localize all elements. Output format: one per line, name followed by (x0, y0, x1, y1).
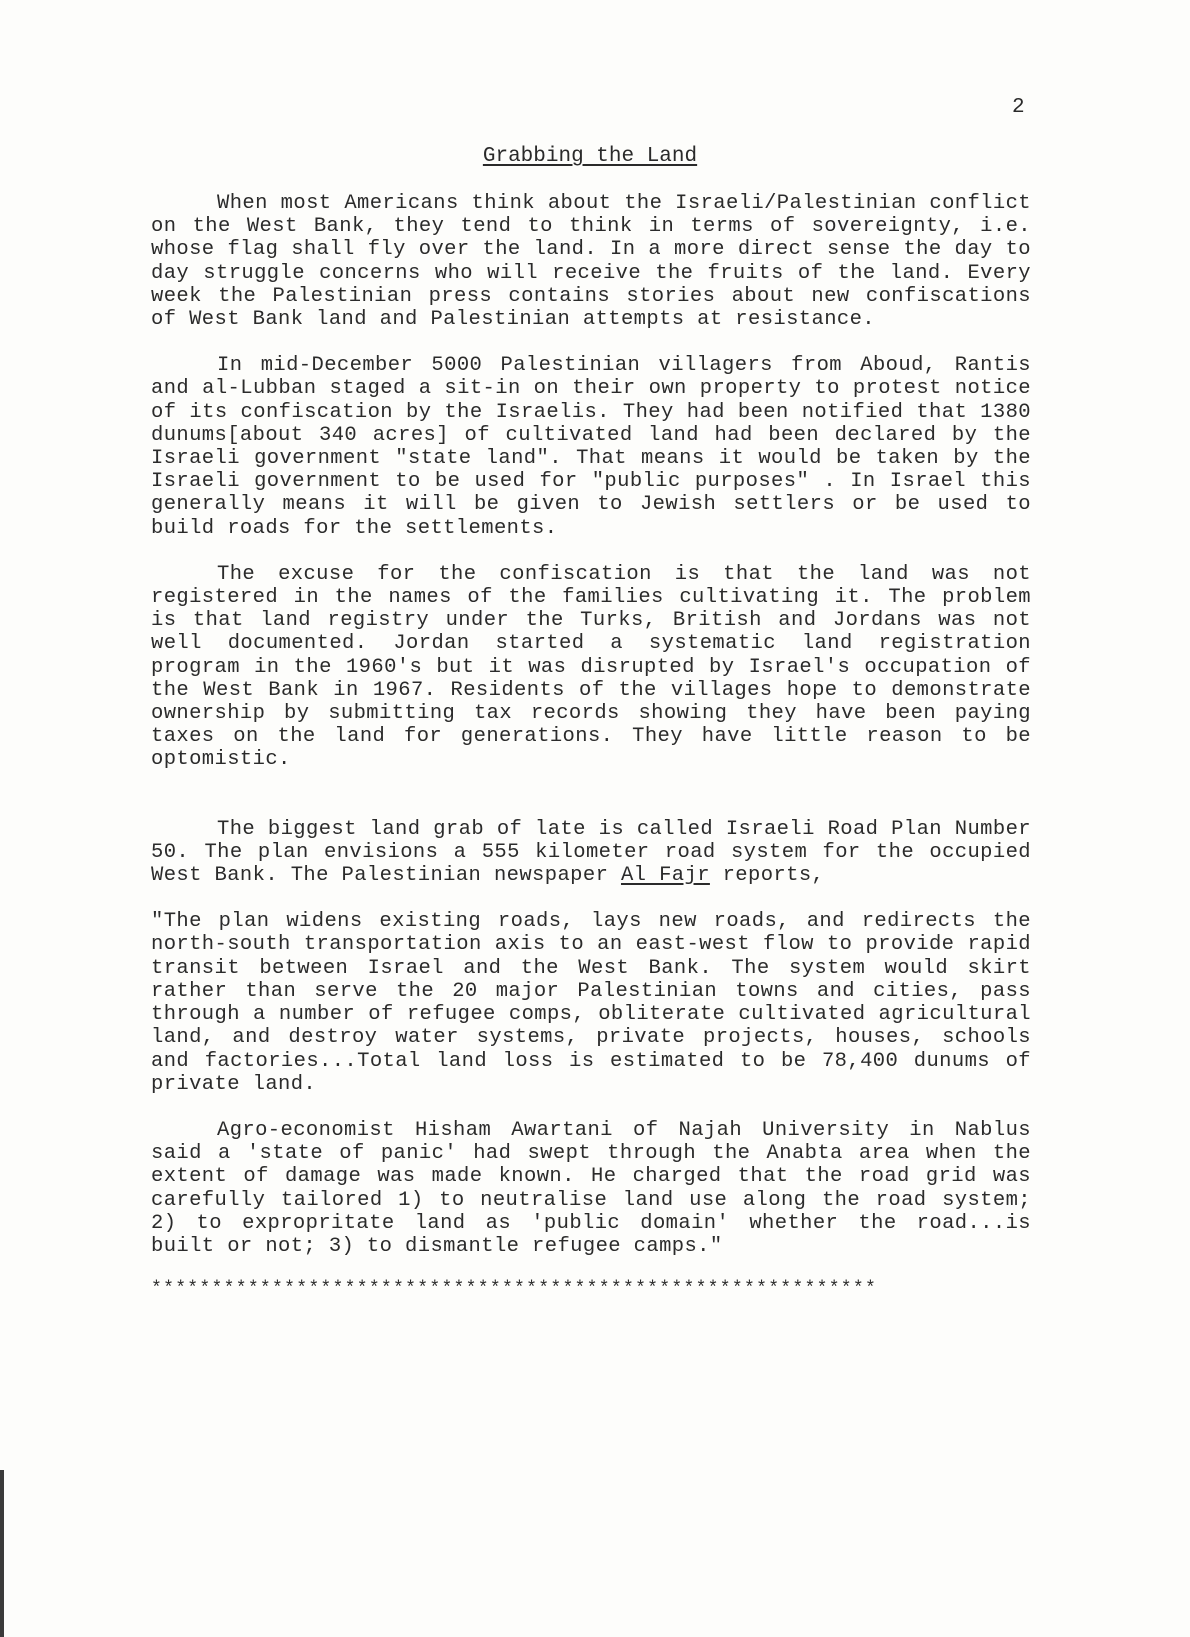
asterisk-separator: ************************************************************ (151, 1279, 878, 1300)
page-number: 2 (1012, 96, 1025, 119)
scan-edge-shadow (0, 1470, 4, 1637)
paragraph-confiscation-excuse: The excuse for the confiscation is that the land was not registered in the names of the families cultivating it. The problem is that land registry under the Turks, British and Jordans was not well documented. Jordan started a systematic land registration program in the 1960's but it was disrupted by Israel's occupation of the West Bank in 1967. Residents of the villages hope to demonstrate ownership by submitting tax records showing they have been paying taxes on the land for generations. They have little reason to be optomistic. (151, 562, 1031, 772)
document-body (151, 192, 1031, 1301)
paragraph-road-plan (151, 818, 1031, 888)
road-plan-reports: reports, (722, 864, 825, 888)
page-title-text: Grabbing the Land (482, 145, 698, 168)
page-title (150, 145, 1030, 168)
road-plan-text: The biggest land grab of late is called Israeli Road Plan Number 50. The plan envisions a 555 kilometer road system for the occupied West Bank. The Palestinian newspaper (151, 817, 1031, 888)
paragraph-sit-in: In mid-December 5000 Palestinian villagers from Aboud, Rantis and al-Lubban staged a sit-in on their own property to protest notice of its confiscation by the Israelis. They had been notified that 1380 dunums[about 340 acres] of cultivated land had been declared by the Israeli government "state land". That means it would be taken by the Israeli government to be used for "public purposes" . In Israel this generally means it will be given to Jewish settlers or be used to build roads for the settlements. (151, 354, 1031, 540)
paragraph-quote: "The plan widens existing roads, lays new roads, and redirects the north-south transportation axis to an east-west flow to provide rapid transit between Israel and the West Bank. The system would skirt rather than serve the 20 major Palestinian towns and cities, pass through a number of refugee comps, obliterate cultivated agricultural land, and destroy water systems, private projects, houses, schools and factories...Total land loss is estimated to be 78,400 dunums of private land. (151, 910, 1031, 1096)
paragraph-intro: When most Americans think about the Israeli/Palestinian conflict on the West Bank, they tend to think in terms of sovereignty, i.e. whose flag shall fly over the land. In a more direct sense the day to day struggle concerns who will receive the fruits of the land. Every week the Palestinian press contains stories about new confiscations of West Bank land and Palestinian attempts at resistance. (151, 192, 1031, 332)
paragraph-agro-economist: Agro-economist Hisham Awartani of Najah University in Nablus said a 'state of panic' had swept through the Anabta area when the extent of damage was made known. He charged that the road grid was carefully tailored 1) to neutralise land use along the road system; 2) to expropritate land as 'public domain' whether the road...is built or not; 3) to dismantle refugee camps." (151, 1118, 1031, 1258)
newspaper-name: Al Fajr (620, 864, 710, 888)
